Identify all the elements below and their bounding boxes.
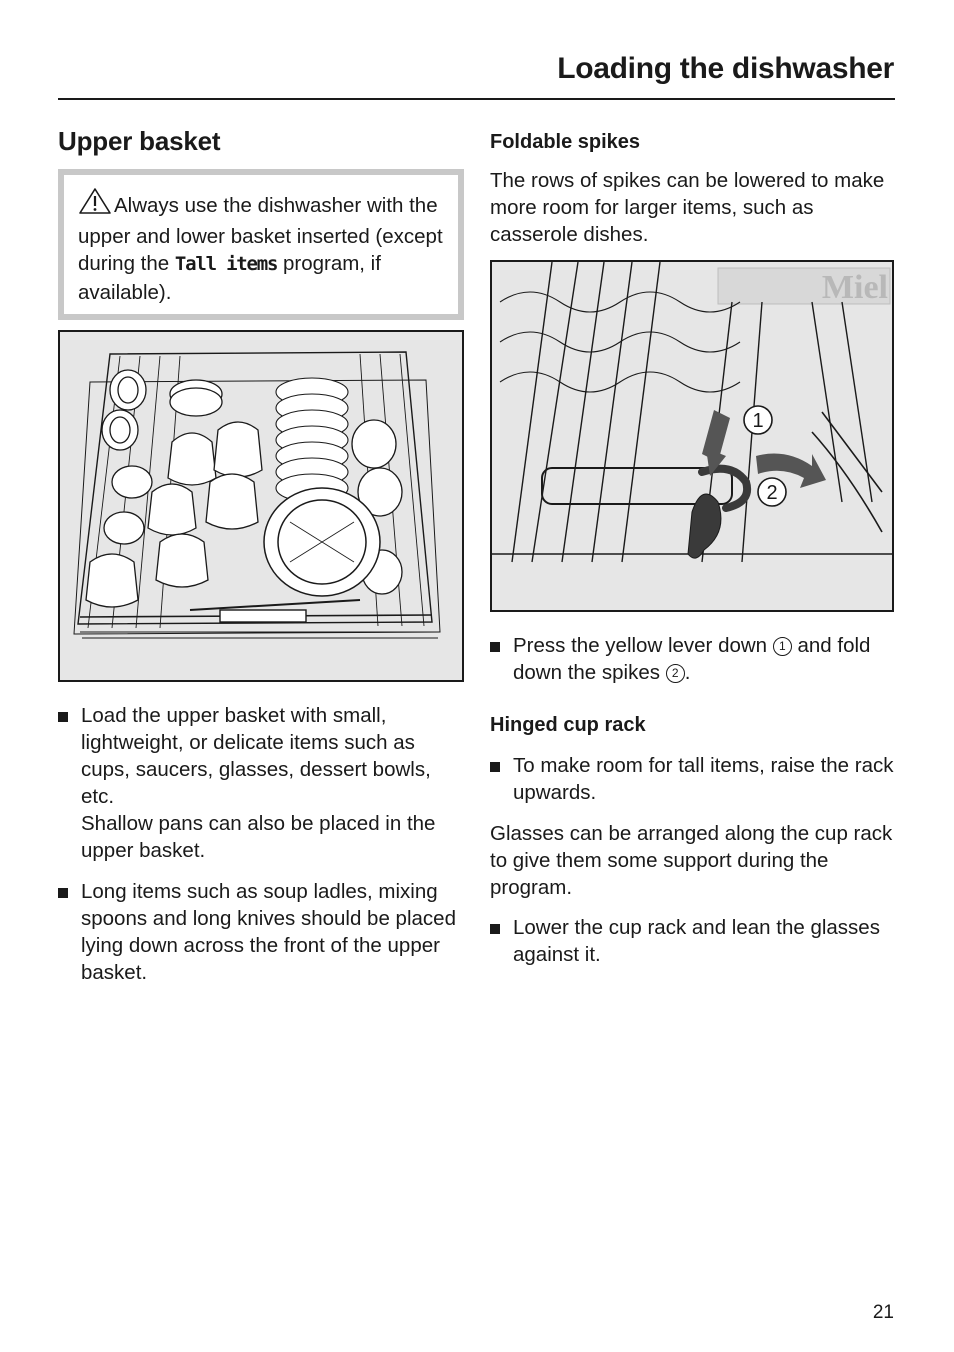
list-item — [58, 702, 464, 864]
press-lever-list — [490, 632, 896, 686]
title-rule — [58, 98, 895, 100]
bullet-text: Load the upper basket with small, lightweight, or delicate items such as cups, saucers, glasses, dessert bowls, etc. — [81, 704, 431, 808]
left-column — [58, 120, 464, 986]
foldable-spikes-intro: The rows of spikes can be lowered to make more room for larger items, such as casserole dishes. — [490, 169, 885, 246]
foldable-spikes-illustration — [490, 260, 894, 612]
bullet-text: To make room for tall items, raise the rack upwards. — [513, 754, 894, 804]
lower-rack-list — [490, 914, 896, 968]
miele-logo: Miel — [821, 269, 888, 306]
warning-box — [58, 169, 464, 320]
subheading-foldable-spikes: Foldable spikes — [490, 131, 641, 153]
page-number: 21 — [872, 1302, 894, 1323]
warning-text-2: program, if available). — [78, 252, 381, 304]
warning-triangle-icon — [78, 187, 112, 223]
press-text-a: Press the yellow lever down — [513, 634, 773, 657]
bullet-text: Long items such as soup ladles, mixing spoons and long knives should be placed lying down across the front of the upper basket. — [81, 880, 456, 984]
section-heading-upper-basket: Upper basket — [58, 126, 221, 156]
cup-rack-list — [490, 752, 896, 806]
right-column — [490, 120, 896, 968]
bullet-text-continued: Shallow pans can also be placed in the upper basket. — [81, 812, 436, 862]
upper-basket-illustration — [58, 330, 464, 682]
circled-number-2: 2 — [666, 664, 685, 683]
list-item — [490, 752, 896, 806]
press-text-b: and fold down the spikes — [513, 634, 871, 684]
press-text-c: . — [684, 661, 691, 684]
glasses-text: Glasses can be arranged along the cup rack to give them some support during the program. — [490, 822, 893, 899]
bullet-text: Lower the cup rack and lean the glasses against it. — [513, 916, 880, 966]
list-item — [490, 914, 896, 968]
subheading-hinged-cup-rack: Hinged cup rack — [490, 714, 646, 736]
left-bullet-list — [58, 702, 464, 986]
program-name-tall-items: Tall items — [174, 253, 278, 275]
list-item — [490, 632, 896, 686]
circled-number-1: 1 — [773, 637, 792, 656]
callout-1: 1 — [752, 410, 764, 432]
list-item — [58, 878, 464, 986]
warning-text-1: Always use the dishwasher with the upper and lower basket inserted (except during the — [78, 194, 443, 275]
callout-2: 2 — [766, 482, 778, 504]
page-title: Loading the dishwasher — [557, 52, 894, 85]
